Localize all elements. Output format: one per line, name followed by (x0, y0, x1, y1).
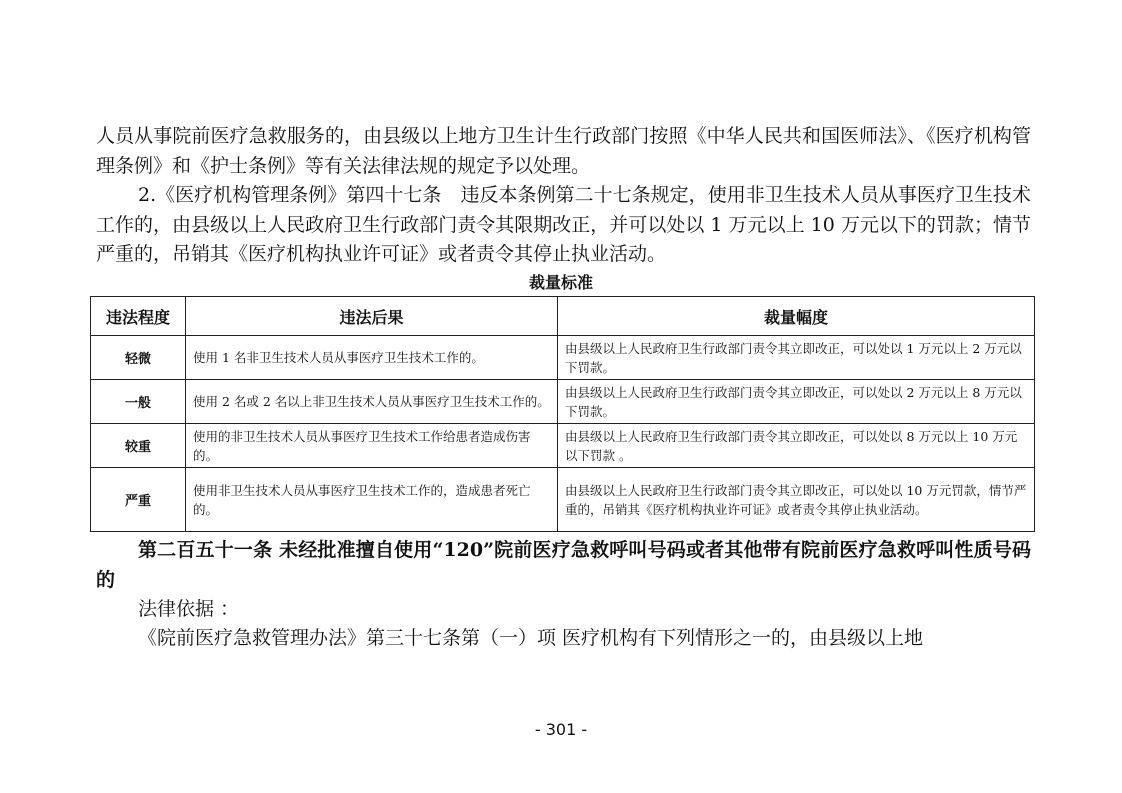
row-consequence: 使用 2 名或 2 名以上非卫生技术人员从事医疗卫生技术工作的。 (186, 380, 558, 424)
discretion-standard-table (90, 296, 1035, 532)
paragraph-continuation: 人员从事院前医疗急救服务的，由县级以上地方卫生计生行政部门按照《中华人民共和国医师法》、《医疗机构管理条例》和《护士条例》等有关法律法规的规定予以处理。 (96, 125, 1031, 177)
row-range: 由县级以上人民政府卫生行政部门责令其立即改正，可以处以 10 万元罚款，情节严重的，吊销其《医疗机构执业许可证》或者责令其停止执业活动。 (558, 468, 1035, 532)
row-range: 由县级以上人民政府卫生行政部门责令其立即改正，可以处以 2 万元以上 8 万元以下罚款。 (558, 380, 1035, 424)
legal-basis-text: 《院前医疗急救管理办法》第三十七条第（一）项 医疗机构有下列情形之一的，由县级以上地 (138, 627, 924, 649)
header-level: 违法程度 (91, 297, 186, 336)
row-consequence: 使用 1 名非卫生技术人员从事医疗卫生技术工作的。 (186, 336, 558, 380)
legal-basis-label: 法律依据 ： (138, 598, 240, 620)
row-range: 由县级以上人民政府卫生行政部门责令其立即改正，可以处以 8 万元以上 10 万元以下罚款 。 (558, 424, 1035, 468)
row-consequence: 使用非卫生技术人员从事医疗卫生技术工作的，造成患者死亡的。 (186, 468, 558, 532)
row-level: 一般 (91, 380, 186, 424)
row-level: 较重 (91, 424, 186, 468)
table-row (91, 336, 1035, 380)
row-level: 严重 (91, 468, 186, 532)
table-row (91, 380, 1035, 424)
header-range: 裁量幅度 (558, 297, 1035, 336)
table-header-row (91, 297, 1035, 336)
page-number: - 301 - (534, 720, 588, 739)
table-title: 裁量标准 (528, 273, 593, 292)
table-row (91, 468, 1035, 532)
header-consequence: 违法后果 (186, 297, 558, 336)
row-consequence: 使用的非卫生技术人员从事医疗卫生技术工作给患者造成伤害的。 (186, 424, 558, 468)
row-range: 由县级以上人民政府卫生行政部门责令其立即改正，可以处以 1 万元以上 2 万元以下罚款。 (558, 336, 1035, 380)
section-heading-article-251: 第二百五十一条 未经批准擅自使用“120”院前医疗急救呼叫号码或者其他带有院前医疗急救呼叫性质号码的 (96, 539, 1031, 591)
paragraph-article-47: 2.《医疗机构管理条例》第四十七条 违反本条例第二十七条规定，使用非卫生技术人员从事医疗卫生技术工作的，由县级以上人民政府卫生行政部门责令其限期改正，并可以处以 1 万元以上 10 万元以下的罚款；情节严重的，吊销其《医疗机构执业许可证》或者责令其停止执业活动。 (96, 184, 1031, 265)
row-level: 轻微 (91, 336, 186, 380)
table-row (91, 424, 1035, 468)
